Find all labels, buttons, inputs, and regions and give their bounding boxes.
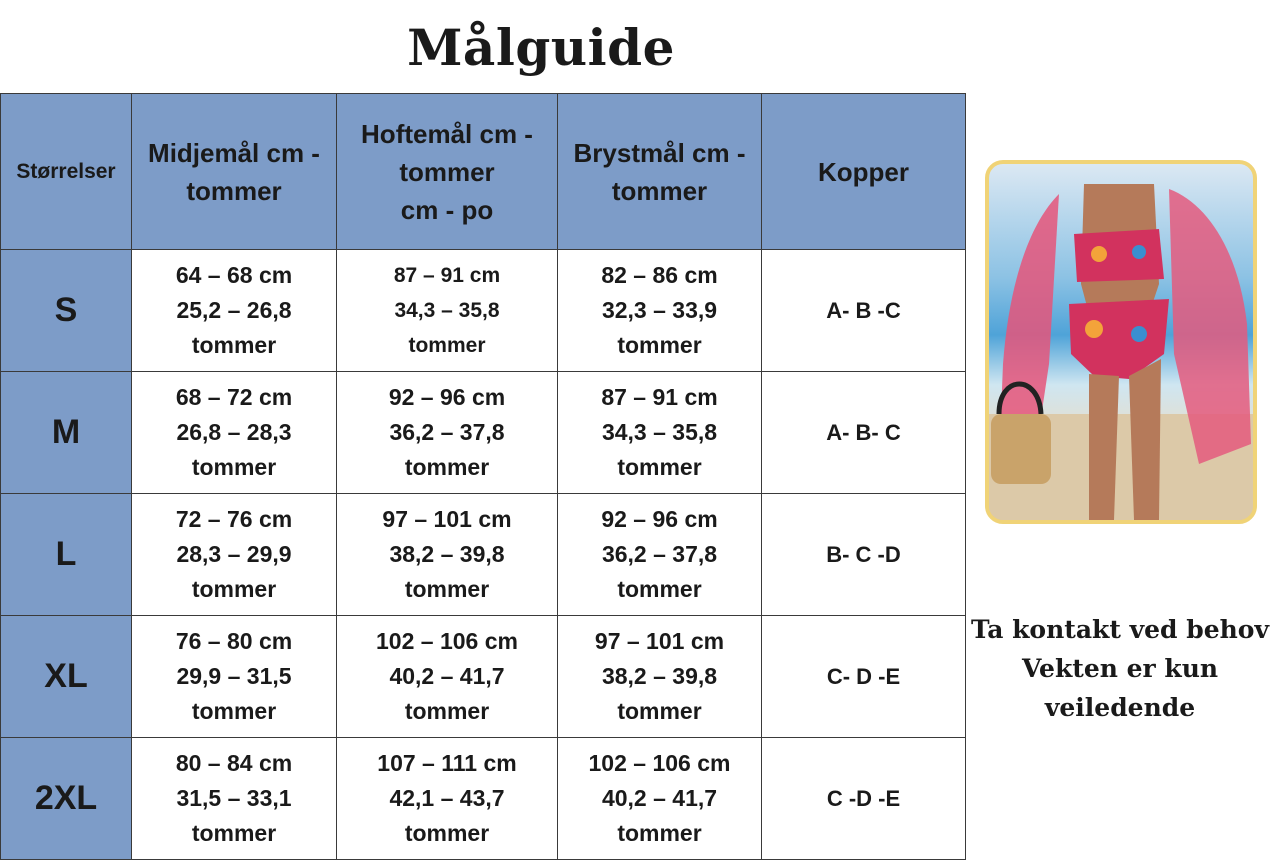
waist-cell	[132, 250, 337, 372]
waist-unit: tommer	[191, 820, 277, 846]
waist-cell	[132, 738, 337, 860]
waist-cm: 68 – 72 cm	[175, 384, 293, 410]
hip-cell	[337, 738, 558, 860]
hip-unit: tommer	[408, 334, 486, 357]
waist-inch: 26,8 – 28,3	[176, 419, 292, 445]
bust-cm: 92 – 96 cm	[601, 506, 718, 532]
hip-unit: tommer	[404, 820, 490, 846]
header-waist-line: Midjemål cm -	[148, 137, 320, 168]
table-row	[1, 494, 966, 616]
table-row	[1, 250, 966, 372]
bust-cm: 97 – 101 cm	[594, 628, 725, 654]
size-cell: XL	[1, 616, 132, 738]
model-illustration	[989, 164, 1253, 520]
hip-inch: 34,3 – 35,8	[394, 299, 500, 322]
hip-inch: 36,2 – 37,8	[389, 419, 505, 445]
hip-unit: tommer	[404, 698, 490, 724]
bust-cm: 87 – 91 cm	[601, 384, 718, 410]
bust-unit: tommer	[617, 576, 702, 602]
waist-cell	[132, 372, 337, 494]
header-hip-line: cm - po	[400, 194, 494, 225]
cups-cell: C -D -E	[762, 738, 966, 860]
header-bust-line: Brystmål cm -	[573, 137, 746, 168]
cups-cell: C- D -E	[762, 616, 966, 738]
waist-inch: 31,5 – 33,1	[176, 785, 292, 811]
header-hip-line: Hoftemål cm -	[361, 118, 533, 149]
header-hip-line: tommer	[399, 156, 495, 187]
hip-cell	[337, 616, 558, 738]
cups-cell: A- B -C	[762, 250, 966, 372]
table-row	[1, 616, 966, 738]
bust-inch: 36,2 – 37,8	[601, 541, 718, 567]
waist-cm: 76 – 80 cm	[175, 628, 293, 654]
size-cell: L	[1, 494, 132, 616]
header-cups: Kopper	[762, 94, 966, 250]
bust-cell	[558, 738, 762, 860]
waist-cm: 64 – 68 cm	[175, 262, 293, 288]
bust-cell	[558, 372, 762, 494]
contact-note	[970, 610, 1270, 727]
waist-cell	[132, 616, 337, 738]
hip-cm: 87 – 91 cm	[393, 264, 501, 287]
bust-inch: 34,3 – 35,8	[601, 419, 718, 445]
size-cell: 2XL	[1, 738, 132, 860]
bust-unit: tommer	[617, 820, 702, 846]
bust-unit: tommer	[617, 454, 702, 480]
bust-inch: 38,2 – 39,8	[601, 663, 718, 689]
bust-cm: 82 – 86 cm	[601, 262, 718, 288]
bust-inch: 32,3 – 33,9	[601, 297, 718, 323]
waist-inch: 28,3 – 29,9	[176, 541, 292, 567]
note-line: Vekten er kun	[1021, 654, 1219, 683]
waist-unit: tommer	[191, 698, 277, 724]
hip-unit: tommer	[404, 576, 490, 602]
cups-cell: A- B- C	[762, 372, 966, 494]
bust-inch: 40,2 – 41,7	[601, 785, 718, 811]
waist-cm: 72 – 76 cm	[175, 506, 293, 532]
hip-cm: 102 – 106 cm	[376, 628, 518, 654]
note-line: veiledende	[1044, 693, 1196, 722]
bust-cell	[558, 250, 762, 372]
cups-cell: B- C -D	[762, 494, 966, 616]
header-bust	[558, 94, 762, 250]
hip-cell	[337, 372, 558, 494]
hip-inch: 42,1 – 43,7	[389, 785, 505, 811]
hip-cell	[337, 250, 558, 372]
bust-cm: 102 – 106 cm	[588, 750, 731, 776]
waist-inch: 29,9 – 31,5	[176, 663, 292, 689]
product-photo	[985, 160, 1257, 524]
header-waist	[132, 94, 337, 250]
size-cell: M	[1, 372, 132, 494]
hip-unit: tommer	[404, 454, 490, 480]
bust-unit: tommer	[617, 698, 702, 724]
hip-inch: 38,2 – 39,8	[389, 541, 505, 567]
header-size: Størrelser	[1, 94, 132, 250]
note-line: Ta kontakt ved behov	[971, 615, 1269, 644]
size-cell: S	[1, 250, 132, 372]
table-row	[1, 738, 966, 860]
table-header-row	[1, 94, 966, 250]
table-row	[1, 372, 966, 494]
waist-cell	[132, 494, 337, 616]
bust-cell	[558, 494, 762, 616]
waist-unit: tommer	[191, 576, 277, 602]
header-hip	[337, 94, 558, 250]
header-bust-line: tommer	[611, 175, 708, 206]
bust-unit: tommer	[617, 332, 702, 358]
header-waist-line: tommer	[186, 175, 282, 206]
bust-cell	[558, 616, 762, 738]
hip-cm: 107 – 111 cm	[377, 750, 517, 776]
hip-cell	[337, 494, 558, 616]
size-chart-table	[0, 93, 966, 860]
waist-unit: tommer	[191, 454, 277, 480]
waist-inch: 25,2 – 26,8	[176, 297, 292, 323]
page-title: Målguide	[407, 18, 675, 77]
hip-cm: 97 – 101 cm	[382, 506, 512, 532]
waist-cm: 80 – 84 cm	[175, 750, 293, 776]
hip-cm: 92 – 96 cm	[388, 384, 506, 410]
waist-unit: tommer	[191, 332, 277, 358]
hip-inch: 40,2 – 41,7	[389, 663, 505, 689]
